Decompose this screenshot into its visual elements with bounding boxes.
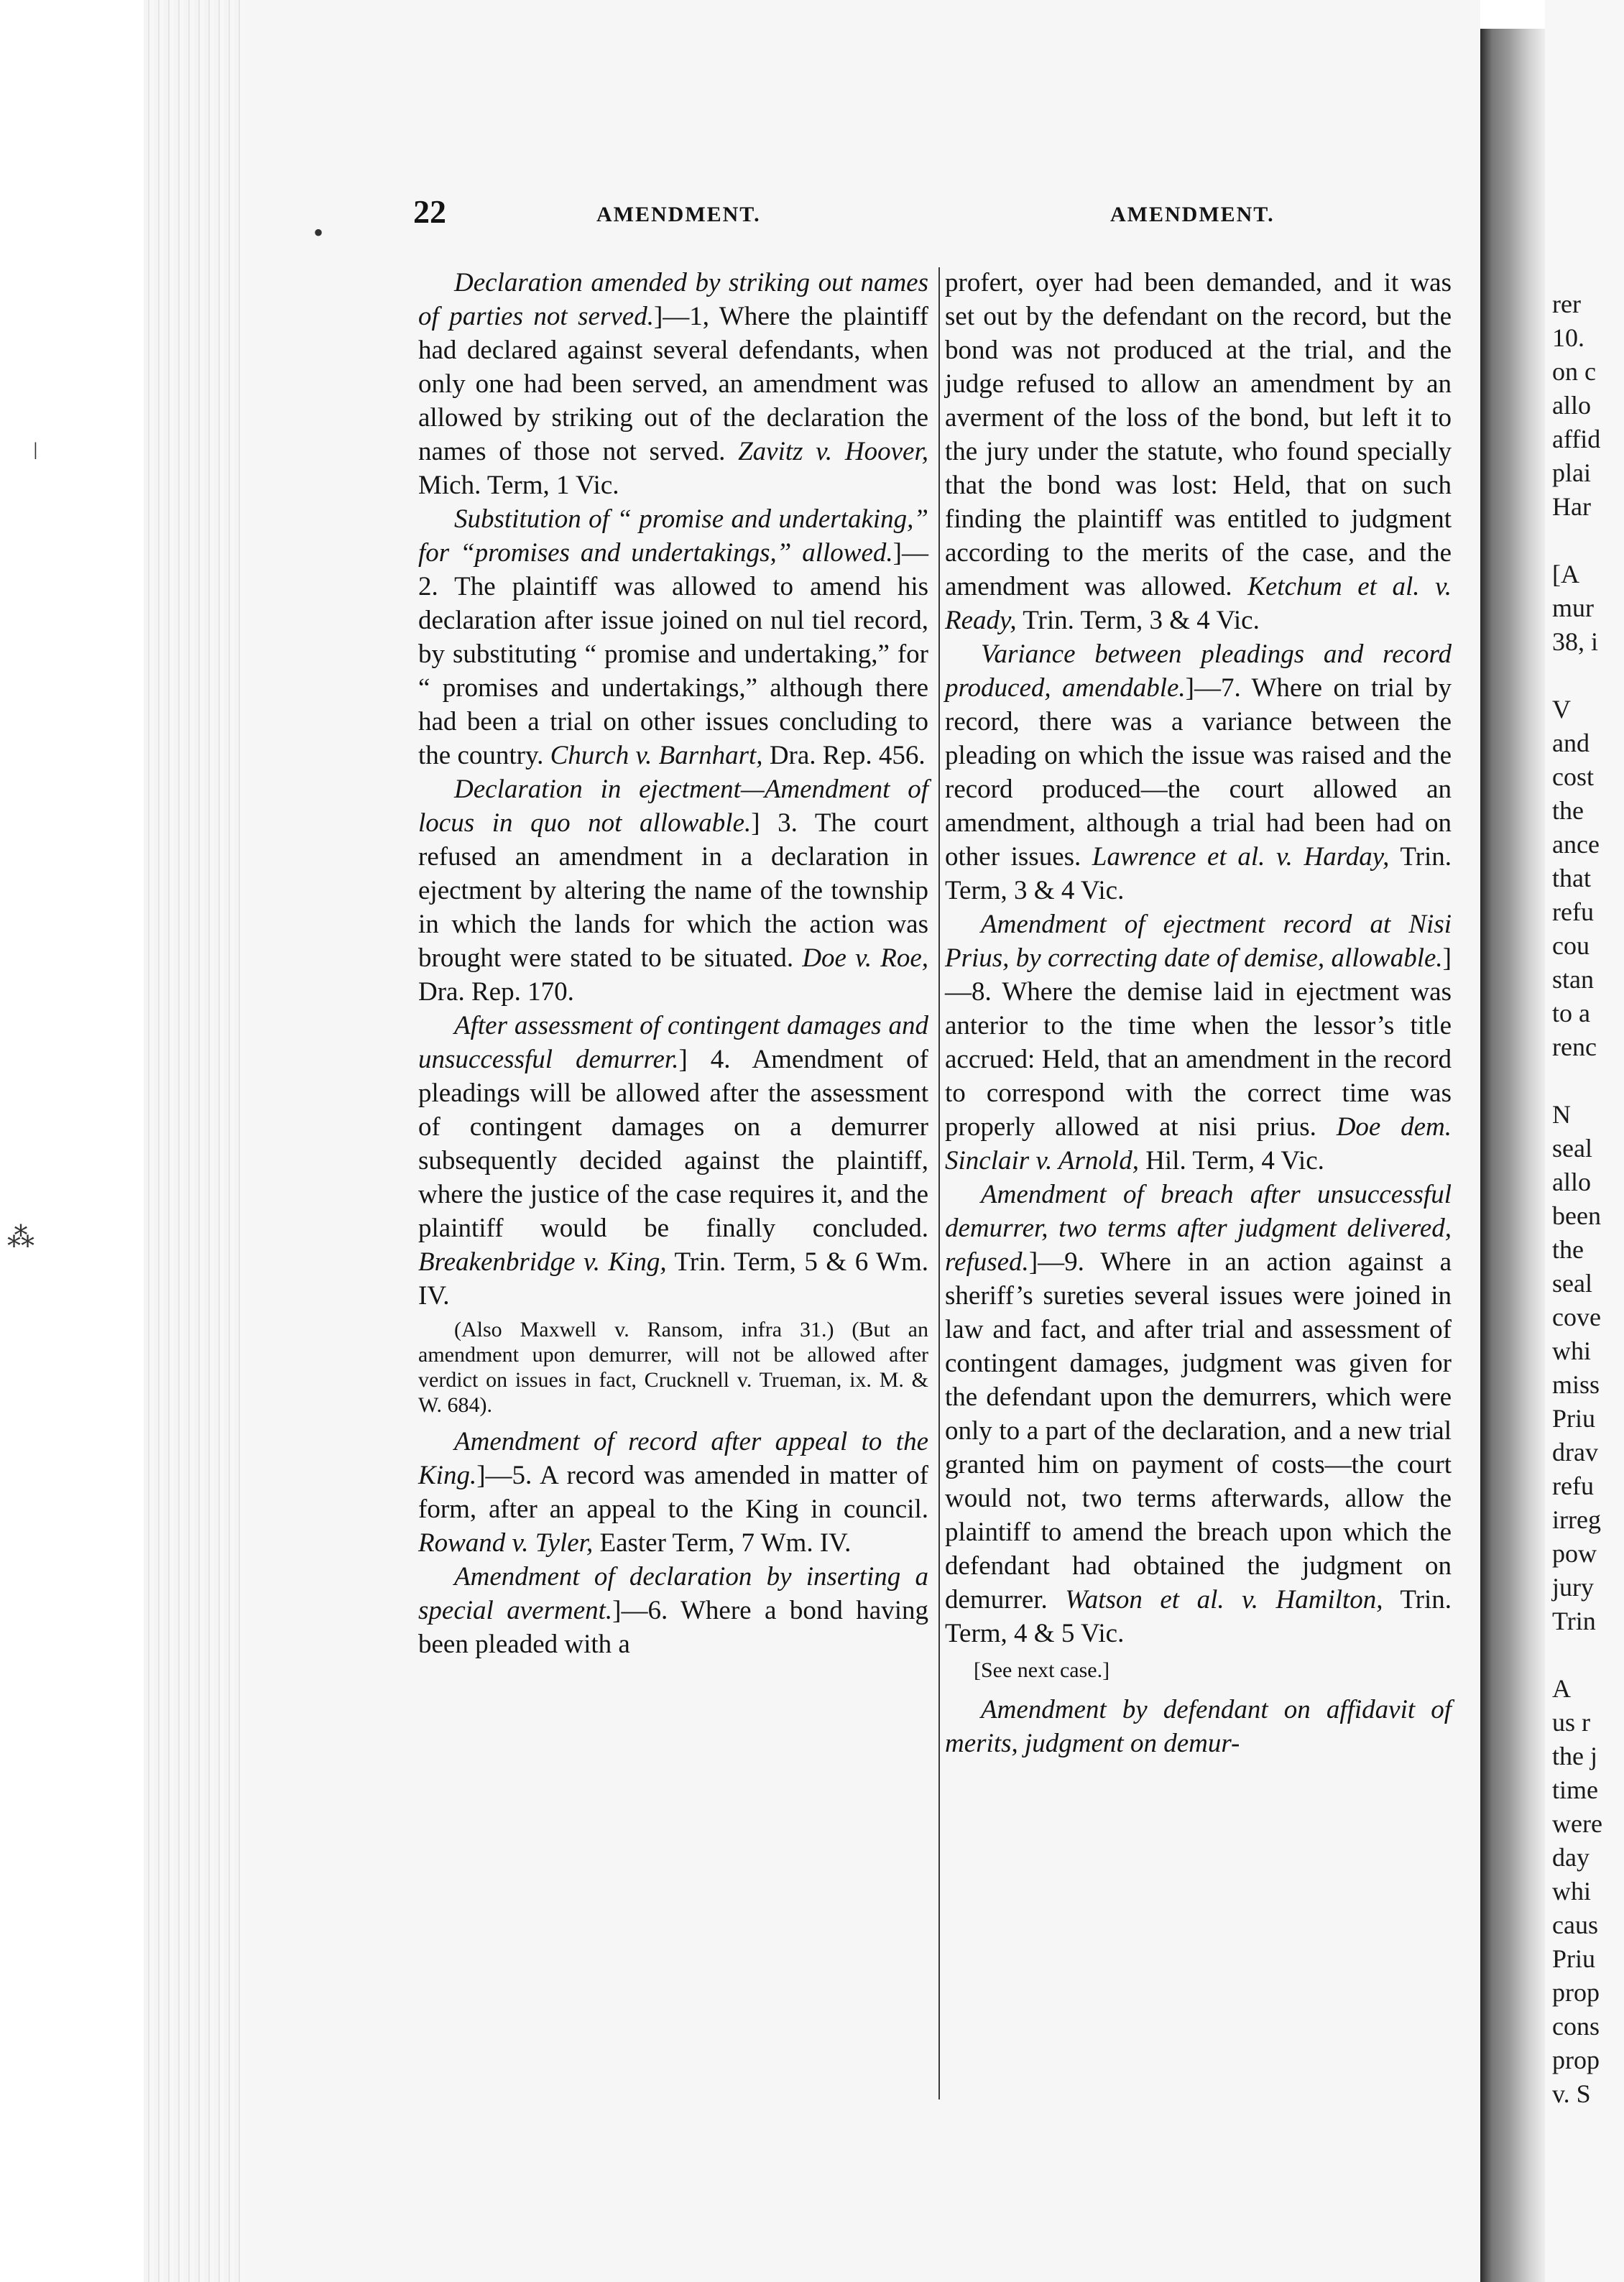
entry-body: ]—1, Where the plaintiff had declared against several defendants, when only one had been served, an amendment was allowed by striking out of the declaration the names of those not served. xyxy=(418,302,928,466)
case-entry xyxy=(418,502,928,772)
running-head-right: AMENDMENT. xyxy=(1110,203,1275,226)
entry-body: ]—2. The plaintiff was allowed to amend his declaration after issue joined on nul tiel record, by substituting “ promise and undertaking,” for “ promises and undertakings,” although there had been a trial on other issues concluding to the country. xyxy=(418,538,928,770)
case-citation: Mich. Term, 1 Vic. xyxy=(418,471,619,500)
entry-body: profert, oyer had been demanded, and it was set out by the defendant on the record, but the bond was not produced at the trial, and the judge refused to allow an amendment by an averment of the loss of the bond, but left it to the jury under the statute, who found specially that the bond was lost: Held, that on such finding the plaintiff was entitled to judgment according to the merits of the case, and the amendment was allowed. xyxy=(945,268,1452,601)
case-entry xyxy=(418,1009,928,1313)
entry-caption: After assessment of contingent damages and unsuccessful demurrer. xyxy=(418,1011,928,1074)
case-name: Church v. Barnhart, xyxy=(550,741,763,770)
entry-body: ] 4. Amendment of pleadings will be allowed after the assessment of contingent damages on a demurrer subsequently decided against the plaintiff, where the justice of the case requires it, and the plaintiff would be finally concluded. xyxy=(418,1045,928,1243)
adjacent-page-fragment xyxy=(1545,0,1624,2282)
case-entry xyxy=(418,266,928,502)
entry-body: ] 3. The court refused an amendment in a declaration in ejectment by altering the name of the township in which the lands for which the action was brought were stated to be situated. xyxy=(418,808,928,973)
case-entry xyxy=(418,1560,928,1661)
column-divider xyxy=(938,267,940,2099)
case-entry xyxy=(945,266,1452,637)
case-entry xyxy=(945,1693,1452,1760)
scan-speck: ⁂ xyxy=(7,1223,34,1253)
case-citation: Dra. Rep. 456. xyxy=(762,741,926,770)
right-column xyxy=(945,266,1452,1760)
case-name: Ketchum et al. v. Ready, xyxy=(945,572,1452,635)
case-entry xyxy=(418,1425,928,1560)
cross-reference-note: (Also Maxwell v. Ransom, infra 31.) (But an amendment upon demurrer, will not be allowed after verdict on issues in fact, Crucknell v. Trueman, ix. M. & W. 684). xyxy=(418,1318,928,1417)
entry-caption: Amendment of record after appeal to the King. xyxy=(418,1427,928,1490)
entry-body: ]—6. Where a bond having been pleaded with a xyxy=(418,1596,928,1659)
case-citation: Easter Term, 7 Wm. IV. xyxy=(593,1528,852,1558)
entry-caption: Amendment of breach after unsuccessful demurrer, two terms after judgment delivered, refused. xyxy=(945,1180,1452,1277)
case-citation: Trin. Term, 3 & 4 Vic. xyxy=(1016,606,1260,635)
page-number: 22 xyxy=(413,193,446,230)
entry-body: ]—5. A record was amended in matter of form, after an appeal to the King in council. xyxy=(418,1461,928,1524)
entry-caption: Declaration in ejectment—Amendment of locus in quo not allowable. xyxy=(418,775,928,838)
entry-body: ]—7. Where on trial by record, there was a variance between the pleading on which the issue was raised and the record produced—the court allowed an amendment, although a trial had been had on other issues. xyxy=(945,673,1452,872)
entry-caption: Amendment of ejectment record at Nisi Prius, by correcting date of demise, allowable. xyxy=(945,910,1452,973)
case-citation: Dra. Rep. 170. xyxy=(418,977,574,1007)
case-entry xyxy=(945,637,1452,907)
entry-caption: Variance between pleadings and record produced, amendable. xyxy=(945,639,1452,703)
left-column xyxy=(418,266,928,1661)
case-citation: Hil. Term, 4 Vic. xyxy=(1138,1146,1324,1175)
page-gutter-shadow xyxy=(1480,0,1545,2282)
scan-speck: • xyxy=(313,216,324,249)
case-citation: Trin. Term, 4 & 5 Vic. xyxy=(945,1585,1452,1648)
case-citation: Trin. Term, 3 & 4 Vic. xyxy=(945,842,1452,905)
entry-body: ]—8. Where the demise laid in ejectment was anterior to the time when the lessor’s title accrued: Held, that an amendment in the record to correspond with the correct time was properly allowed at nisi prius. xyxy=(945,943,1452,1142)
case-name: Doe v. Roe, xyxy=(802,943,929,973)
entry-body: ]—9. Where in an action against a sheriff’s sureties several issues were joined in law and fact, and after trial and assessment of contingent damages, judgment was given for the defendant upon the demurrers, which were only to a part of the declaration, and a new trial granted him on payment of costs—the court would not, two terms afterwards, allow the plaintiff to amend the breach upon which the defendant had obtained the judgment on demurrer. xyxy=(945,1247,1452,1615)
adjacent-page-text: rer 10. on c allo affid plai Har [A mur 38, i V and cost the ance that refu cou stan to a renc N seal allo been the seal cove whi miss Priu drav refu irreg pow jury Trin A us r the j time were day whi caus Priu prop cons prop v. S xyxy=(1552,290,1602,2108)
case-name: Watson et al. v. Hamilton, xyxy=(1065,1585,1383,1615)
case-citation: Trin. Term, 5 & 6 Wm. IV. xyxy=(418,1247,928,1311)
case-name: Zavitz v. Hoover, xyxy=(738,437,929,466)
case-name: Lawrence et al. v. Harday, xyxy=(1092,842,1390,872)
case-name: Breakenbridge v. King, xyxy=(418,1247,667,1277)
entry-caption: Declaration amended by striking out names of parties not served. xyxy=(418,268,928,331)
scan-speck: ǀ xyxy=(33,438,38,465)
entry-caption: Amendment by defendant on affidavit of merits, judgment on demur- xyxy=(945,1695,1452,1758)
case-name: Doe dem. Sinclair v. Arnold, xyxy=(945,1112,1452,1175)
case-entry xyxy=(945,907,1452,1178)
running-head-left: AMENDMENT. xyxy=(596,203,761,226)
see-next-case-note: [See next case.] xyxy=(974,1658,1110,1682)
scanned-book-edge xyxy=(144,0,244,2282)
case-entry xyxy=(418,772,928,1009)
case-name: Rowand v. Tyler, xyxy=(418,1528,594,1558)
entry-caption: Amendment of declaration by inserting a special averment. xyxy=(418,1562,928,1625)
entry-caption: Substitution of “ promise and undertaking,” for “promises and undertakings,” allowed. xyxy=(418,504,928,568)
case-entry xyxy=(945,1178,1452,1650)
